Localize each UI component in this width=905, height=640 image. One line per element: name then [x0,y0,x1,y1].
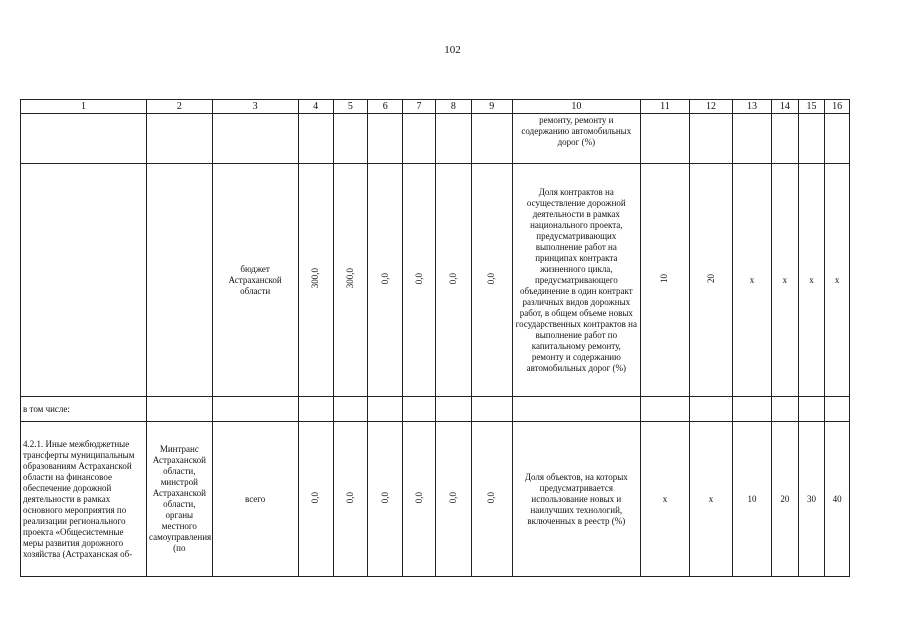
column-header-9: 9 [471,100,512,114]
funding-source: бюджет Астраханской области [212,164,298,397]
column-header-5: 5 [333,100,368,114]
column-header-7: 7 [403,100,436,114]
header-row [21,100,850,114]
column-header-15: 15 [798,100,825,114]
column-header-11: 11 [640,100,689,114]
funding-source: всего [212,422,298,577]
including-label: в том числе: [21,397,147,422]
amount-total: 0,0 [310,491,321,504]
amount-year-5: 0,0 [486,491,497,504]
column-header-13: 13 [733,100,772,114]
column-header-1: 1 [21,100,147,114]
indicator-text: Доля контрактов на осуществление дорожной деятельности в рамках национального проекта, предусматривающих выполнение работ на принципах контракта жизненного цикла, предусматривающего объединение в один контракт различных видов дорожных работ, в общем объеме новых государственных контрактов на выполнение работ по капитальному ремонту, ремонту и содержанию автомобильных дорог (%) [512,164,640,397]
table-row-budget [21,164,850,397]
amount-year-3: 0,0 [413,491,424,504]
column-header-2: 2 [147,100,213,114]
amount-total: 300,0 [310,268,321,289]
column-header-12: 12 [690,100,733,114]
column-header-4: 4 [298,100,333,114]
column-header-8: 8 [435,100,471,114]
amount-year-5: 0,0 [486,272,497,285]
table-row-item [21,422,850,577]
amount-year-3: 0,0 [413,272,424,285]
program-table [20,99,850,577]
indicator-value-6: 40 [825,422,850,577]
column-header-16: 16 [825,100,850,114]
responsible-executor: Минтранс Астраханской области, минстрой Астраханской области, органы местного самоуправления (по [147,422,213,577]
column-header-6: 6 [368,100,403,114]
indicator-continuation-text: ремонту, ремонту и содержанию автомобильных дорог (%) [512,114,640,164]
column-header-3: 3 [212,100,298,114]
indicator-value-3: 10 [733,422,772,577]
indicator-value-2: x [690,422,733,577]
amount-year-4: 0,0 [447,272,458,285]
indicator-text: Доля объектов, на которых предусматривается использование новых и наилучших технологий, включенных в реестр (%) [512,422,640,577]
indicator-value-1: 10 [659,274,670,283]
amount-year-1: 300,0 [344,268,355,289]
indicator-value-6: x [825,164,850,397]
measure-name: 4.2.1. Иные межбюджетные трансферты муниципальным образованиям Астраханской области на финансовое обеспечение дорожной деятельности в рамках основного мероприятия по реализации регионального проекта «Общесистемные меры развития дорожного хозяйства (Астраханская об- [21,422,147,577]
indicator-value-3: x [733,164,772,397]
amount-year-2: 0,0 [379,491,390,504]
table-row-including [21,397,850,422]
column-header-14: 14 [772,100,799,114]
indicator-value-2: 20 [705,274,716,283]
indicator-value-4: x [772,164,799,397]
page-number: 102 [444,44,461,56]
amount-year-2: 0,0 [379,272,390,285]
amount-year-4: 0,0 [447,491,458,504]
indicator-value-1: x [640,422,689,577]
table-row-continuation [21,114,850,164]
indicator-value-5: 30 [798,422,825,577]
amount-year-1: 0,0 [344,491,355,504]
indicator-value-4: 20 [772,422,799,577]
indicator-value-5: x [798,164,825,397]
column-header-10: 10 [512,100,640,114]
